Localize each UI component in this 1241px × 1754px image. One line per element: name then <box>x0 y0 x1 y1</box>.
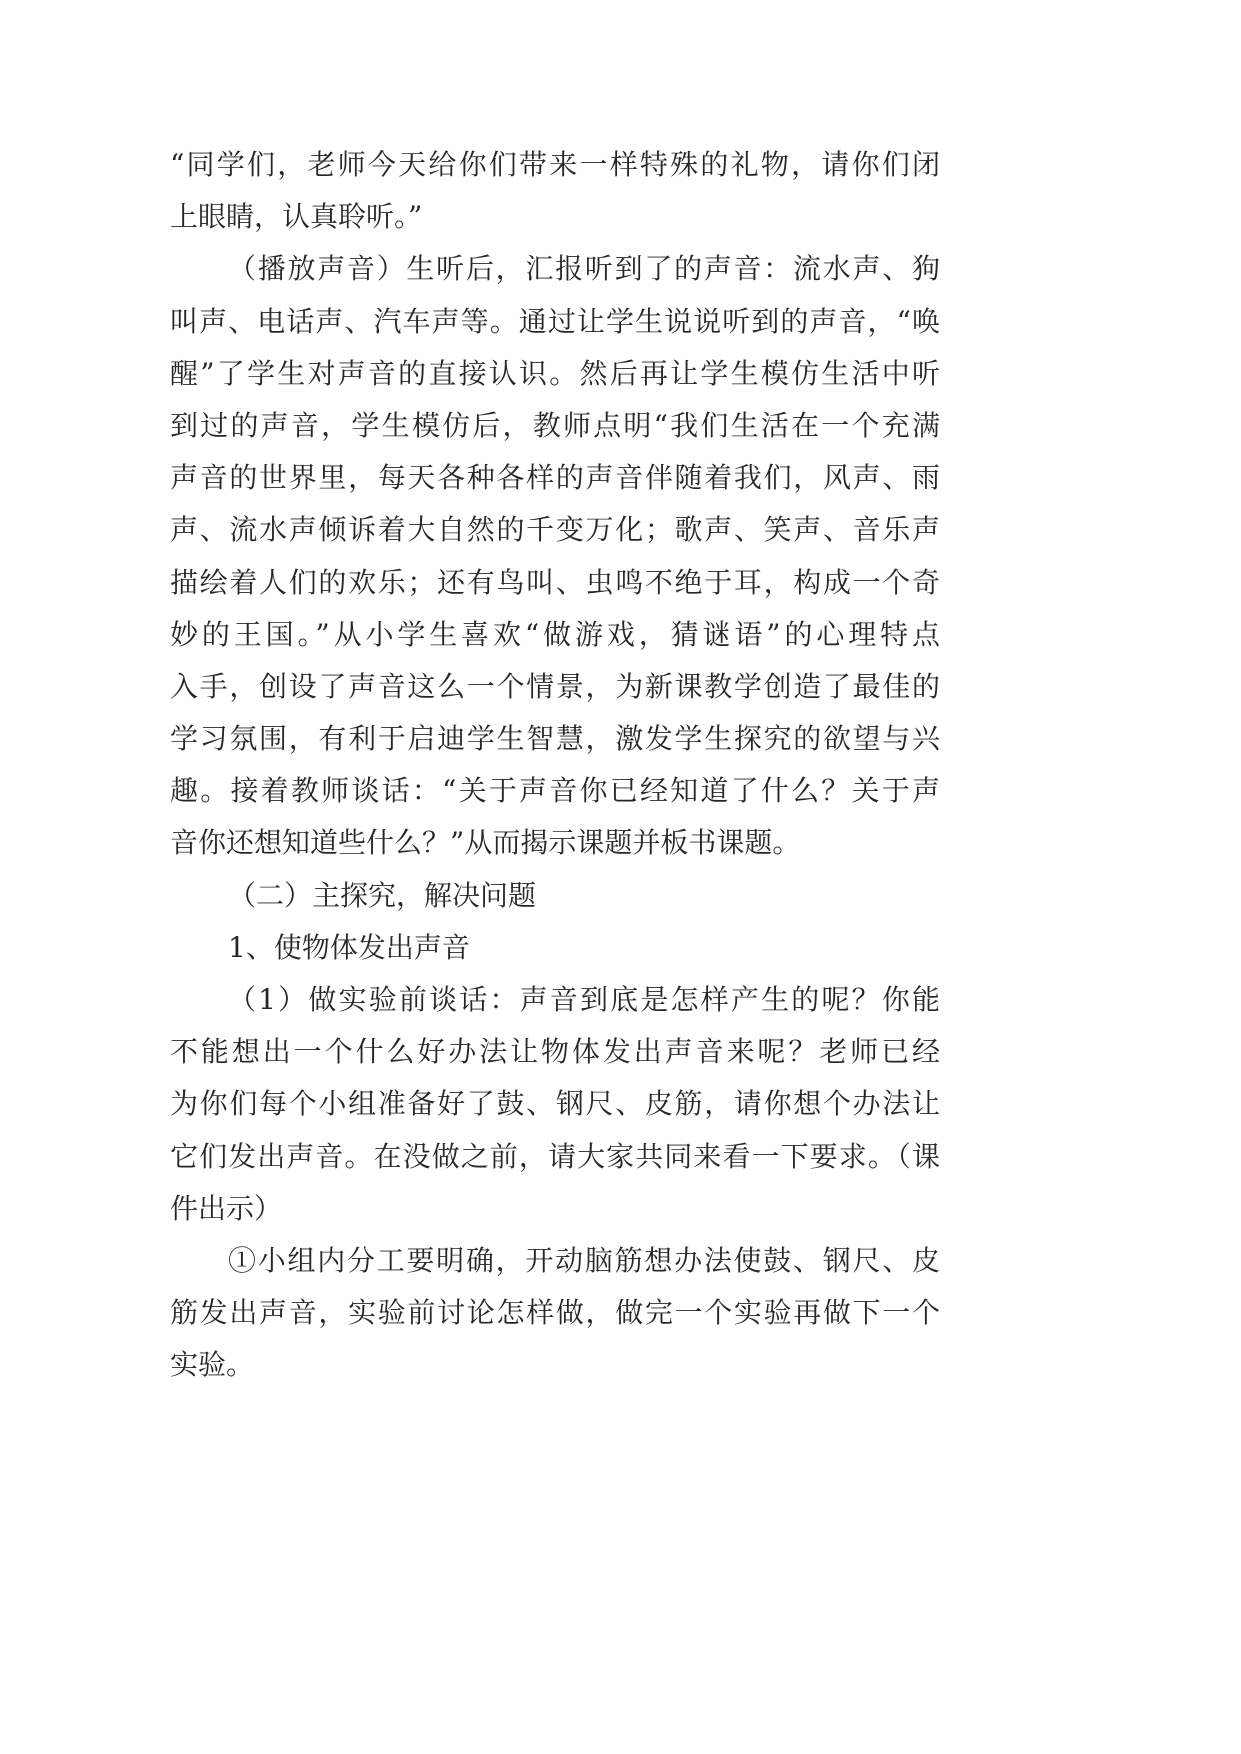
paragraph-intro-quote <box>170 139 940 243</box>
text-line: 妙的王国。”从小学生喜欢“做游戏，猜谜语”的心理特点 <box>170 617 940 651</box>
text-line: “同学们，老师今天给你们带来一样特殊的礼物，请你们闭 <box>170 148 940 181</box>
text-line: 声、流水声倾诉着大自然的千变万化；歌声、笑声、音乐声 <box>170 513 940 547</box>
text-line: 音你还想知道些什么？”从而揭示课题并板书课题。 <box>170 826 801 860</box>
text-line: 描绘着人们的欢乐；还有鸟叫、虫鸣不绝于耳，构成一个奇 <box>170 565 940 599</box>
text-line: 为你们每个小组准备好了鼓、钢尺、皮筋，请你想个办法让 <box>170 1087 940 1121</box>
text-line: 趣。接着教师谈话：“关于声音你已经知道了什么？关于声 <box>170 774 940 808</box>
list-item-requirement-1 <box>170 1235 940 1392</box>
text-line: 入手，创设了声音这么一个情景，为新课教学创造了最佳的 <box>170 669 940 703</box>
heading-line: 1、使物体发出声音 <box>228 930 470 964</box>
text-line: （播放声音）生听后，汇报听到了的声音：流水声、狗 <box>228 252 940 286</box>
text-line: 不能想出一个什么好办法让物体发出声音来呢？老师已经 <box>170 1035 940 1069</box>
text-line: （1）做实验前谈话：声音到底是怎样产生的呢？你能 <box>228 983 940 1016</box>
text-line: 到过的声音，学生模仿后，教师点明“我们生活在一个充满 <box>170 408 940 442</box>
text-line: 学习氛围，有利于启迪学生智慧，激发学生探究的欲望与兴 <box>170 722 940 756</box>
section-heading-explore <box>170 870 940 922</box>
text-line: 实验。 <box>170 1348 255 1382</box>
text-line: 上眼睛，认真聆听。” <box>170 200 423 234</box>
text-line: 叫声、电话声、汽车声等。通过让学生说说听到的声音，“唤 <box>170 304 940 338</box>
text-line: ①小组内分工要明确，开动脑筋想办法使鼓、钢尺、皮 <box>228 1243 940 1277</box>
text-line: 件出示） <box>170 1191 283 1225</box>
text-line: 醒”了学生对声音的直接认识。然后再让学生模仿生活中听 <box>170 356 940 390</box>
text-line: 它们发出声音。在没做之前，请大家共同来看一下要求。（课 <box>170 1139 940 1173</box>
paragraph-experiment-talk <box>170 974 940 1235</box>
paragraph-play-sound <box>170 243 940 869</box>
document-body <box>170 139 940 1392</box>
heading-line: （二）主探究，解决问题 <box>228 878 537 912</box>
text-line: 筋发出声音，实验前讨论怎样做，做完一个实验再做下一个 <box>170 1296 940 1330</box>
subsection-heading-make-sound <box>170 922 940 974</box>
text-line: 声音的世界里，每天各种各样的声音伴随着我们，风声、雨 <box>170 461 940 495</box>
